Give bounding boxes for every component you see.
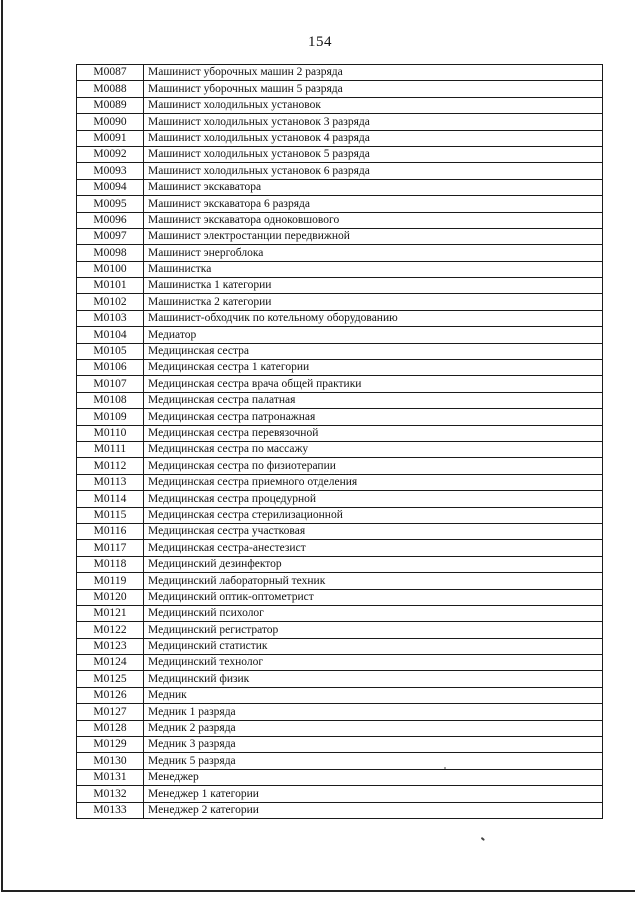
occupation-name: Машинист холодильных установок 5 разряда	[144, 146, 603, 162]
occupation-name: Машинист холодильных установок	[144, 97, 603, 113]
table-row	[77, 802, 603, 818]
table-row	[77, 261, 603, 277]
occupation-name: Медицинская сестра палатная	[144, 392, 603, 408]
occupation-name: Машинист энергоблока	[144, 245, 603, 261]
scan-speck	[444, 767, 446, 769]
table-row	[77, 114, 603, 130]
occupation-code: М0124	[77, 655, 144, 671]
table-row	[77, 97, 603, 113]
occupation-name: Медиатор	[144, 327, 603, 343]
occupation-name: Медицинский статистик	[144, 638, 603, 654]
occupation-name: Медицинский оптик-оптометрист	[144, 589, 603, 605]
occupation-code: М0119	[77, 573, 144, 589]
occupation-name: Медицинский регистратор	[144, 622, 603, 638]
occupation-code: М0103	[77, 310, 144, 326]
occupation-code: М0098	[77, 245, 144, 261]
occupation-name: Медицинская сестра патронажная	[144, 409, 603, 425]
table-row	[77, 278, 603, 294]
occupation-name: Медник	[144, 687, 603, 703]
occupation-name: Машинист холодильных установок 3 разряда	[144, 114, 603, 130]
occupation-code: М0102	[77, 294, 144, 310]
table-row	[77, 343, 603, 359]
table-row	[77, 327, 603, 343]
occupation-name: Медицинский технолог	[144, 655, 603, 671]
table-row	[77, 720, 603, 736]
occupation-name: Медицинская сестра участковая	[144, 523, 603, 539]
occupation-code: М0120	[77, 589, 144, 605]
occupation-name: Машинист уборочных машин 2 разряда	[144, 65, 603, 81]
occupation-name: Медник 3 разряда	[144, 737, 603, 753]
occupation-code: М0101	[77, 278, 144, 294]
page-number: 154	[308, 34, 332, 50]
occupation-code: М0117	[77, 540, 144, 556]
occupation-code: М0110	[77, 425, 144, 441]
occupation-code: М0126	[77, 687, 144, 703]
occupation-name: Менеджер	[144, 769, 603, 785]
table-row	[77, 130, 603, 146]
table-row	[77, 687, 603, 703]
table-row	[77, 441, 603, 457]
table-row	[77, 523, 603, 539]
table-row	[77, 655, 603, 671]
table-row	[77, 81, 603, 97]
occupation-name: Медник 2 разряда	[144, 720, 603, 736]
table-row	[77, 179, 603, 195]
table-row	[77, 573, 603, 589]
occupation-name: Медицинский дезинфектор	[144, 556, 603, 572]
occupation-code: М0090	[77, 114, 144, 130]
occupation-code: М0108	[77, 392, 144, 408]
table-row	[77, 163, 603, 179]
occupation-code: М0121	[77, 605, 144, 621]
occupation-name: Медицинская сестра приемного отделения	[144, 474, 603, 490]
occupation-code: М0095	[77, 196, 144, 212]
occupation-code: М0109	[77, 409, 144, 425]
table-row	[77, 737, 603, 753]
occupation-code: М0114	[77, 491, 144, 507]
occupation-name: Менеджер 1 категории	[144, 786, 603, 802]
table-row	[77, 458, 603, 474]
occupation-code: М0107	[77, 376, 144, 392]
table-row	[77, 392, 603, 408]
occupation-code: М0128	[77, 720, 144, 736]
table-row	[77, 622, 603, 638]
occupation-code: М0094	[77, 179, 144, 195]
table-row	[77, 491, 603, 507]
occupation-code: М0111	[77, 441, 144, 457]
occupation-code: М0091	[77, 130, 144, 146]
occupation-name: Менеджер 2 категории	[144, 802, 603, 818]
table-row	[77, 638, 603, 654]
occupation-code: М0132	[77, 786, 144, 802]
occupation-name: Машинист холодильных установок 6 разряда	[144, 163, 603, 179]
occupation-code: М0116	[77, 523, 144, 539]
occupation-code: М0125	[77, 671, 144, 687]
occupation-code: М0133	[77, 802, 144, 818]
occupation-code: М0092	[77, 146, 144, 162]
occupation-code: М0123	[77, 638, 144, 654]
occupation-name: Медицинская сестра врача общей практики	[144, 376, 603, 392]
occupation-name: Машинист электростанции передвижной	[144, 228, 603, 244]
occupation-name: Машинистка 1 категории	[144, 278, 603, 294]
table-row	[77, 507, 603, 523]
occupation-name: Медицинская сестра-анестезист	[144, 540, 603, 556]
occupation-name: Медник 5 разряда	[144, 753, 603, 769]
occupation-name: Машинистка	[144, 261, 603, 277]
occupation-name: Машинист экскаватора 6 разряда	[144, 196, 603, 212]
occupation-name: Медицинская сестра процедурной	[144, 491, 603, 507]
table-row	[77, 704, 603, 720]
table-row	[77, 376, 603, 392]
table-row	[77, 605, 603, 621]
table-row	[77, 310, 603, 326]
occupation-name: Машинист холодильных установок 4 разряда	[144, 130, 603, 146]
occupation-name: Медицинский лабораторный техник	[144, 573, 603, 589]
table-row	[77, 556, 603, 572]
occupation-name: Машинистка 2 категории	[144, 294, 603, 310]
occupation-name: Медицинская сестра по массажу	[144, 441, 603, 457]
table-row	[77, 589, 603, 605]
occupation-code: М0105	[77, 343, 144, 359]
table-row	[77, 294, 603, 310]
table-row	[77, 228, 603, 244]
occupation-table	[76, 64, 603, 819]
table-row	[77, 409, 603, 425]
occupation-name: Машинист экскаватора одноковшового	[144, 212, 603, 228]
occupation-code: М0104	[77, 327, 144, 343]
occupation-code: М0100	[77, 261, 144, 277]
occupation-code: М0088	[77, 81, 144, 97]
table-row	[77, 540, 603, 556]
table-row	[77, 769, 603, 785]
occupation-name: Медицинская сестра	[144, 343, 603, 359]
occupation-name: Медицинская сестра перевязочной	[144, 425, 603, 441]
occupation-name: Медицинский физик	[144, 671, 603, 687]
occupation-code: М0129	[77, 737, 144, 753]
occupation-code: М0130	[77, 753, 144, 769]
occupation-code: М0112	[77, 458, 144, 474]
occupation-code: М0131	[77, 769, 144, 785]
occupation-name: Медицинская сестра 1 категории	[144, 360, 603, 376]
table-row	[77, 212, 603, 228]
table-row	[77, 245, 603, 261]
table-row	[77, 65, 603, 81]
occupation-name: Медицинская сестра по физиотерапии	[144, 458, 603, 474]
table-row	[77, 196, 603, 212]
occupation-code: М0106	[77, 360, 144, 376]
occupation-code: М0089	[77, 97, 144, 113]
occupation-code: М0122	[77, 622, 144, 638]
occupation-name: Машинист уборочных машин 5 разряда	[144, 81, 603, 97]
occupation-code: М0096	[77, 212, 144, 228]
occupation-code: М0087	[77, 65, 144, 81]
occupation-code: М0115	[77, 507, 144, 523]
occupation-code: М0127	[77, 704, 144, 720]
occupation-code: М0093	[77, 163, 144, 179]
occupation-name: Медник 1 разряда	[144, 704, 603, 720]
table-row	[77, 425, 603, 441]
table-row	[77, 146, 603, 162]
occupation-code: М0118	[77, 556, 144, 572]
occupation-name: Машинист экскаватора	[144, 179, 603, 195]
table-row	[77, 753, 603, 769]
occupation-code: М0113	[77, 474, 144, 490]
table-body	[77, 65, 603, 819]
table-row	[77, 360, 603, 376]
table-row	[77, 474, 603, 490]
table-row	[77, 671, 603, 687]
occupation-code: М0097	[77, 228, 144, 244]
table-row	[77, 786, 603, 802]
occupation-name: Медицинский психолог	[144, 605, 603, 621]
occupation-name: Машинист-обходчик по котельному оборудованию	[144, 310, 603, 326]
occupation-name: Медицинская сестра стерилизационной	[144, 507, 603, 523]
